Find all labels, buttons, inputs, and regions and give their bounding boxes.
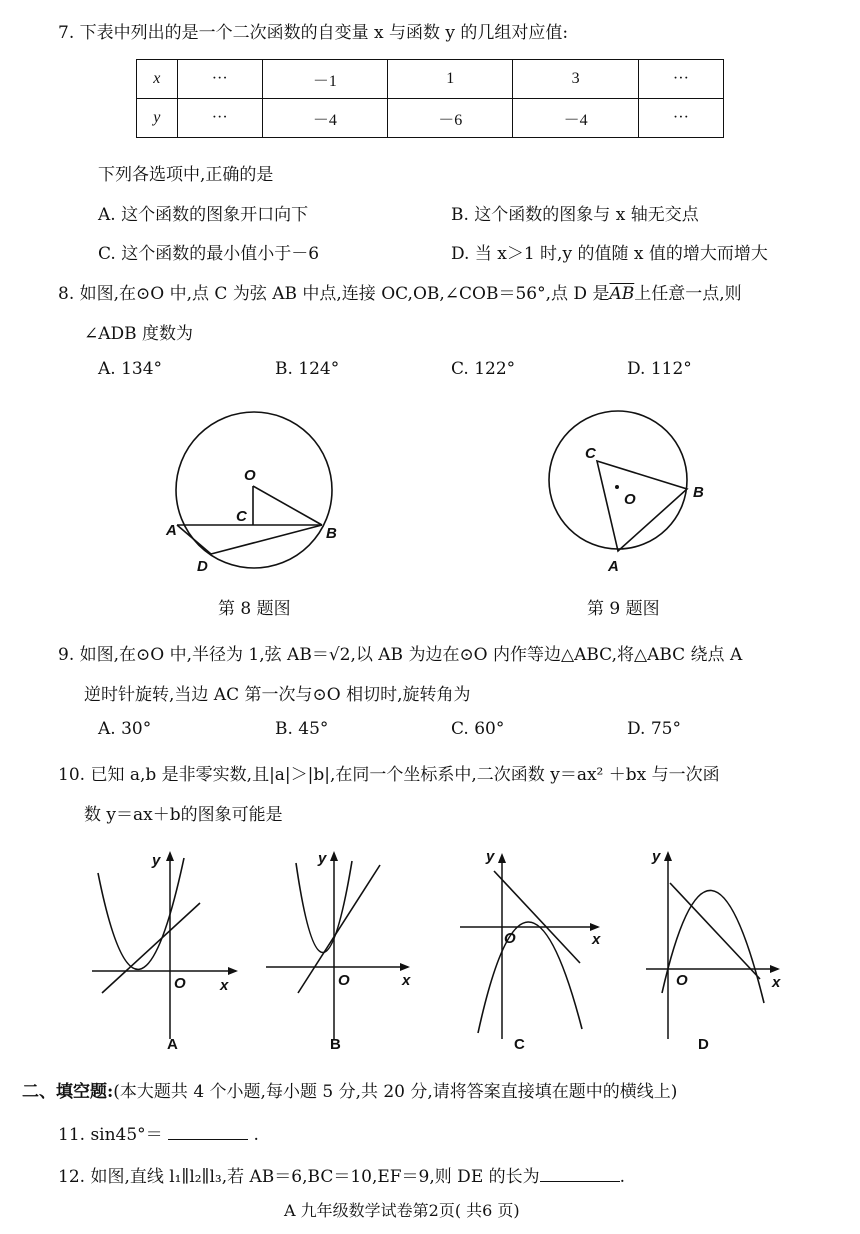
q12-answer-blank[interactable] bbox=[540, 1181, 620, 1182]
y-axis-arrow-icon bbox=[330, 851, 338, 861]
y-axis-arrow-icon bbox=[166, 851, 174, 861]
q8-stem-part2: 上任意一点,则 bbox=[634, 284, 742, 304]
figure-9 bbox=[540, 400, 720, 578]
origin-label: O bbox=[174, 975, 186, 992]
table-row bbox=[137, 99, 724, 138]
q7-stem: 7. 下表中列出的是一个二次函数的自变量 x 与函数 y 的几组对应值: bbox=[58, 23, 569, 43]
figure-9-caption: 第 9 题图 bbox=[587, 599, 660, 619]
x-label: x bbox=[772, 974, 781, 991]
origin-label: O bbox=[504, 930, 516, 947]
q8-stem bbox=[58, 279, 742, 304]
table-cell: y bbox=[137, 99, 178, 138]
choice-label-d: D bbox=[698, 1036, 709, 1053]
choice-label-a: A bbox=[167, 1036, 178, 1053]
table-cell: ··· bbox=[177, 60, 262, 99]
segment-ob bbox=[253, 486, 322, 525]
graph-a bbox=[88, 843, 248, 1053]
q7-value-table bbox=[136, 59, 724, 138]
q7-prompt: 下列各选项中,正确的是 bbox=[98, 165, 274, 185]
parabola bbox=[296, 861, 352, 953]
point-label-a: A bbox=[608, 558, 619, 575]
q7-option-a: A. 这个函数的图象开口向下 bbox=[98, 205, 309, 225]
parabola bbox=[98, 858, 184, 969]
table-cell: 3 bbox=[513, 60, 638, 99]
point-label-o: O bbox=[624, 491, 636, 508]
table-cell: －6 bbox=[388, 99, 513, 138]
origin-label: O bbox=[338, 972, 350, 989]
y-label: y bbox=[152, 852, 161, 869]
table-cell: －1 bbox=[262, 60, 387, 99]
x-axis-arrow-icon bbox=[590, 923, 600, 931]
q9-option-b: B. 45° bbox=[275, 719, 329, 739]
x-label: x bbox=[220, 977, 229, 994]
q10-stem-line1: 10. 已知 a,b 是非零实数,且|a|＞|b|,在同一个坐标系中,二次函数 y＝ax² ＋bx 与一次函 bbox=[58, 765, 720, 785]
figure-8-caption: 第 8 题图 bbox=[218, 599, 291, 619]
q11-stem: 11. sin45°＝ bbox=[58, 1125, 163, 1145]
origin-label: O bbox=[676, 972, 688, 989]
q12 bbox=[58, 1162, 625, 1187]
table-cell: x bbox=[137, 60, 178, 99]
q8-option-c: C. 122° bbox=[451, 359, 516, 379]
table-cell: －4 bbox=[513, 99, 638, 138]
q12-end: . bbox=[619, 1167, 626, 1187]
x-label: x bbox=[592, 931, 601, 948]
point-label-a: A bbox=[166, 522, 177, 539]
q8-stem-line2: ∠ADB 度数为 bbox=[84, 324, 194, 344]
y-label: y bbox=[652, 848, 661, 865]
table-cell: ··· bbox=[177, 99, 262, 138]
y-axis-arrow-icon bbox=[664, 851, 672, 861]
q7-option-c: C. 这个函数的最小值小于－6 bbox=[98, 244, 320, 264]
table-cell: 1 bbox=[388, 60, 513, 99]
q8-arc-label: $\overline{AB}$ bbox=[609, 284, 635, 304]
point-label-b: B bbox=[326, 525, 337, 542]
graph-b bbox=[262, 843, 422, 1053]
y-label: y bbox=[318, 850, 327, 867]
q9-stem-line1: 9. 如图,在⊙O 中,半径为 1,弦 AB＝√2,以 AB 为边在⊙O 内作等边△ABC,将△ABC 绕点 A bbox=[58, 645, 743, 665]
q9-option-c: C. 60° bbox=[451, 719, 505, 739]
figure-8 bbox=[150, 400, 360, 578]
line-graph bbox=[670, 883, 760, 979]
q11-answer-blank[interactable] bbox=[168, 1139, 248, 1140]
q8-option-a: A. 134° bbox=[98, 359, 163, 379]
parabola bbox=[478, 922, 582, 1033]
q9-stem-line2: 逆时针旋转,当边 AC 第一次与⊙O 相切时,旋转角为 bbox=[84, 685, 471, 705]
table-cell: ··· bbox=[638, 99, 723, 138]
q11 bbox=[58, 1120, 259, 1145]
line-graph bbox=[494, 871, 580, 963]
section-2-title: 二、填空题: bbox=[22, 1082, 114, 1102]
page-footer: A 九年级数学试卷第2页( 共6 页) bbox=[284, 1201, 520, 1220]
circle-o bbox=[549, 411, 687, 549]
graph-d bbox=[636, 843, 796, 1053]
point-label-o: O bbox=[244, 467, 256, 484]
x-axis-arrow-icon bbox=[400, 963, 410, 971]
y-axis-arrow-icon bbox=[498, 853, 506, 863]
segment-ad bbox=[177, 525, 211, 554]
q8-stem-part1: 8. 如图,在⊙O 中,点 C 为弦 AB 中点,连接 OC,OB,∠COB＝56°,点 D 是 bbox=[58, 284, 610, 304]
table-row bbox=[137, 60, 724, 99]
q8-option-d: D. 112° bbox=[627, 359, 692, 379]
q11-end: . bbox=[253, 1125, 259, 1145]
point-label-b: B bbox=[693, 484, 704, 501]
section-2-note: (本大题共 4 个小题,每小题 5 分,共 20 分,请将答案直接填在题中的横线上) bbox=[113, 1082, 678, 1102]
x-axis-arrow-icon bbox=[770, 965, 780, 973]
q8-option-b: B. 124° bbox=[275, 359, 340, 379]
point-label-d: D bbox=[197, 558, 208, 575]
q10-stem-line2: 数 y＝ax＋b的图象可能是 bbox=[84, 805, 283, 825]
center-dot bbox=[615, 485, 619, 489]
q7-option-b: B. 这个函数的图象与 x 轴无交点 bbox=[451, 205, 699, 225]
x-label: x bbox=[402, 972, 411, 989]
choice-label-b: B bbox=[330, 1036, 341, 1053]
q12-stem: 12. 如图,直线 l₁∥l₂∥l₃,若 AB＝6,BC＝10,EF＝9,则 DE 的长为 bbox=[58, 1167, 540, 1187]
point-label-c: C bbox=[236, 508, 247, 525]
q7-option-d: D. 当 x＞1 时,y 的值随 x 值的增大而增大 bbox=[451, 244, 768, 264]
choice-label-c: C bbox=[514, 1036, 525, 1053]
table-cell: －4 bbox=[262, 99, 387, 138]
graph-c bbox=[454, 843, 619, 1053]
table-cell: ··· bbox=[638, 60, 723, 99]
q9-option-d: D. 75° bbox=[627, 719, 681, 739]
point-label-c: C bbox=[585, 445, 596, 462]
y-label: y bbox=[486, 848, 495, 865]
x-axis-arrow-icon bbox=[228, 967, 238, 975]
triangle-abc bbox=[597, 461, 687, 551]
q9-option-a: A. 30° bbox=[98, 719, 152, 739]
section-2-heading bbox=[22, 1077, 677, 1102]
